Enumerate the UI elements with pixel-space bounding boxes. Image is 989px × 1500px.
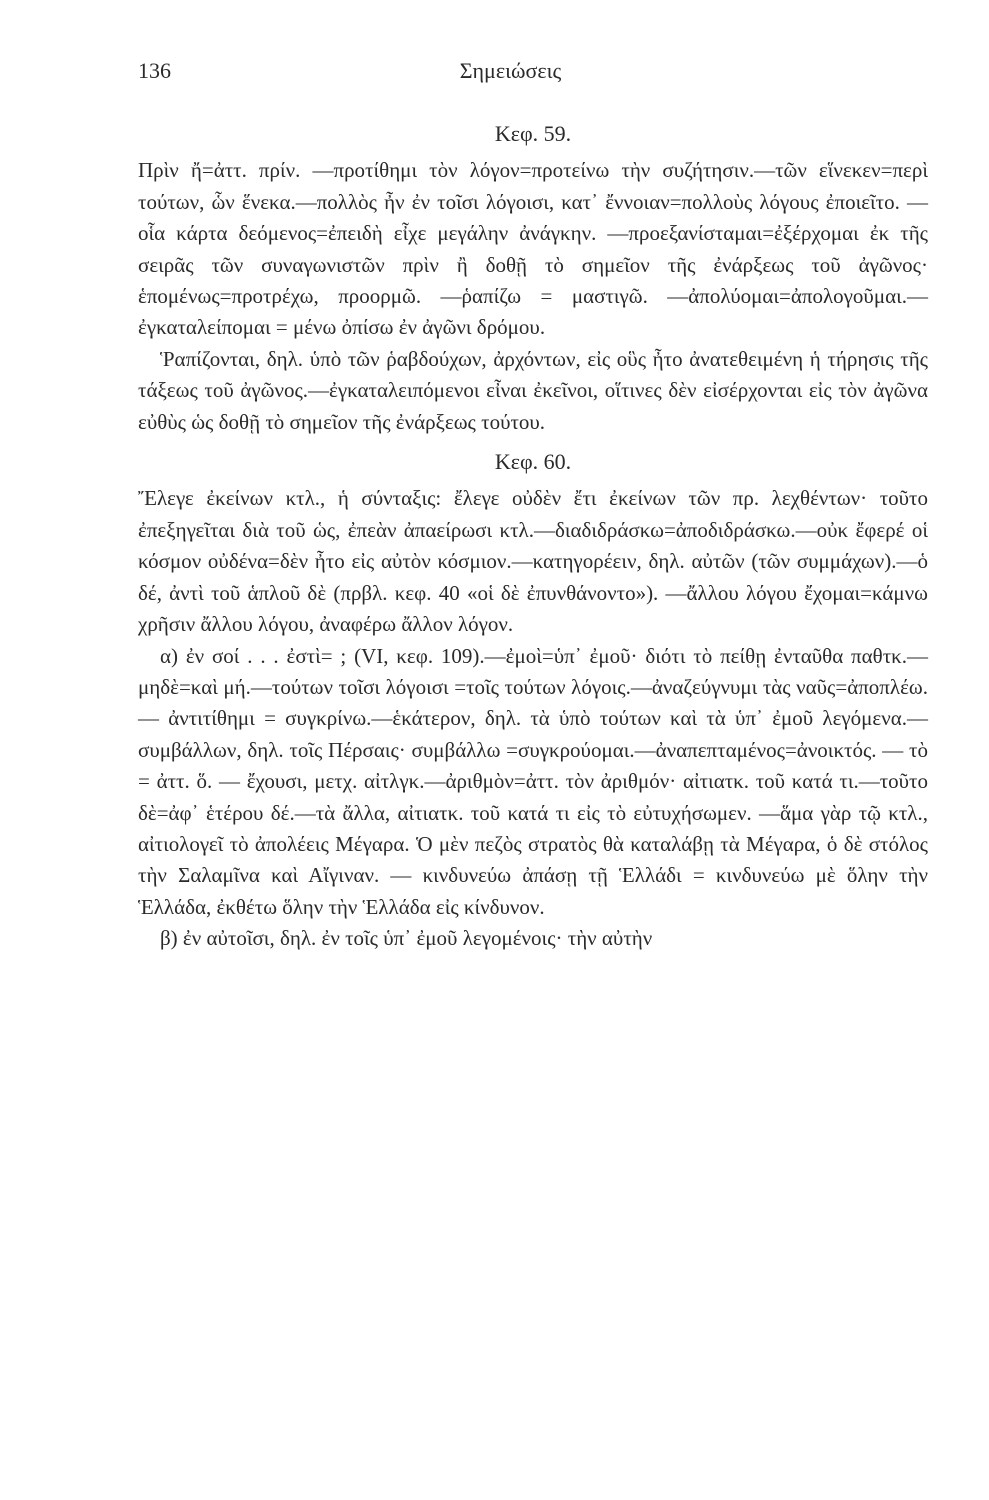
paragraph-ch60-3: β) ἐν αὐτοῖσι, δηλ. ἐν τοῖς ὑπ᾽ ἐμοῦ λεγομένοις· τὴν αὐτὴν [160,926,653,951]
running-head [138,58,918,92]
page-number: 136 [138,58,171,83]
chapter-heading-60: Κεφ. 60. [494,449,572,475]
body-text [138,116,928,955]
chapter-heading-59: Κεφ. 59. [494,121,572,146]
paragraph-ch59-1: Πρὶν ἤ=ἀττ. πρίν. —προτίθημι τὸν λόγον=προτείνω τὴν συζήτησιν.—τῶν εἵνεκεν=περὶ τούτων, ὧν ἕνεκα.—πολλὸς ἦν ἐν τοῖσι λόγοισι, κατ᾽ ἔννοιαν=πολλοὺς λόγους ἐποιεῖτο. —οἷα κάρτα δεόμενος=ἐπειδὴ εἶχε μεγάλην ἀνάγκην. —προεξανίσταμαι=ἐξέρχομαι ἐκ τῆς σειρᾶς τῶν συναγωνιστῶν πρὶν ἢ δοθῇ τὸ σημεῖον τῆς ἐνάρξεως τοῦ ἀγῶνος· ἑπομένως=προτρέχω, προορμῶ. —ῥαπίζω = μαστιγῶ. —ἀπολύομαι=ἀπολογοῦμαι.— ἐγκαταλείπομαι = μένω ὀπίσω ἐν ἀγῶνι δρόμου. [138,158,928,340]
paragraph-ch60-1: Ἔλεγε ἐκείνων κτλ., ἡ σύνταξις: ἔλεγε οὐδὲν ἔτι ἐκείνων τῶν πρ. λεχθέντων· τοῦτο ἐπεξηγεῖται διὰ τοῦ ὡς, ἐπεὰν ἀπαείρωσι κτλ.—διαδιδράσκω=ἀποδιδράσκω.—οὐκ ἔφερέ οἱ κόσμον οὐδένα=δὲν ἦτο εἰς αὐτὸν κόσμιον.—κατηγορέειν, δηλ. αὐτῶν (τῶν συμμάχων).—ὁ δέ, ἀντὶ τοῦ ἁπλοῦ δὲ (πρβλ. κεφ. 40 «οἱ δὲ ἐπυνθάνοντο»). —ἄλλου λόγου ἔχομαι=κάμνω χρῆσιν ἄλλου λόγου, ἀναφέρω ἄλλον λόγον. [138,486,928,637]
paragraph-ch60-2: α) ἐν σοί . . . ἐστὶ= ; (VI, κεφ. 109).—ἐμοὶ=ὑπ᾽ ἐμοῦ· διότι τὸ πείθῃ ἐνταῦθα παθτκ.—μηδὲ=καὶ μή.—τούτων τοῖσι λόγοισι =τοῖς τούτων λόγοις.—ἀναζεύγνυμι τὰς ναῦς=ἀποπλέω.— ἀντιτίθημι = συγκρίνω.—ἑκάτερον, δηλ. τὰ ὑπὸ τούτων καὶ τὰ ὑπ᾽ ἐμοῦ λεγόμενα.—συμβάλλων, δηλ. τοῖς Πέρσαις· συμβάλλω =συγκρούομαι.—ἀναπεπταμένος=ἀνοικτός. — τὸ = ἀττ. ὅ. — ἔχουσι, μετχ. αἰτλγκ.—ἀριθμὸν=ἀττ. τὸν ἀριθμόν· αἰτιατκ. τοῦ κατά τι.—τοῦτο δὲ=ἀφ᾽ ἑτέρου δέ.—τὰ ἄλλα, αἰτιατκ. τοῦ κατά τι εἰς τὸ εὐτυχήσωμεν. —ἅμα γὰρ τῷ κτλ., αἰτιολογεῖ τὸ ἀπολέεις Μέγαρα. Ὁ μὲν πεζὸς στρατὸς θὰ καταλάβῃ τὰ Μέγαρα, ὁ δὲ στόλος τὴν Σαλαμῖνα καὶ Αἴγιναν. — κινδυνεύω ἀπάσῃ τῇ Ἑλλάδι = κινδυνεύω μὲ ὅλην τὴν Ἑλλάδα, ἐκθέτω ὅλην τὴν Ἑλλάδα εἰς κίνδυνον. [138,643,928,919]
paragraph-ch59-2: Ῥαπίζονται, δηλ. ὑπὸ τῶν ῥαβδούχων, ἀρχόντων, εἰς οὓς ἦτο ἀνατεθειμένη ἡ τήρησις τῆς τάξεως τοῦ ἀγῶνος.—ἐγκαταλειπόμενοι εἶναι ἐκεῖνοι, οἵτινες δὲν εἰσέρχονται εἰς τὸν ἀγῶνα εὐθὺς ὡς δοθῇ τὸ σημεῖον τῆς ἐνάρξεως τούτου. [138,346,928,434]
running-title: Σημειώσεις [459,58,562,83]
